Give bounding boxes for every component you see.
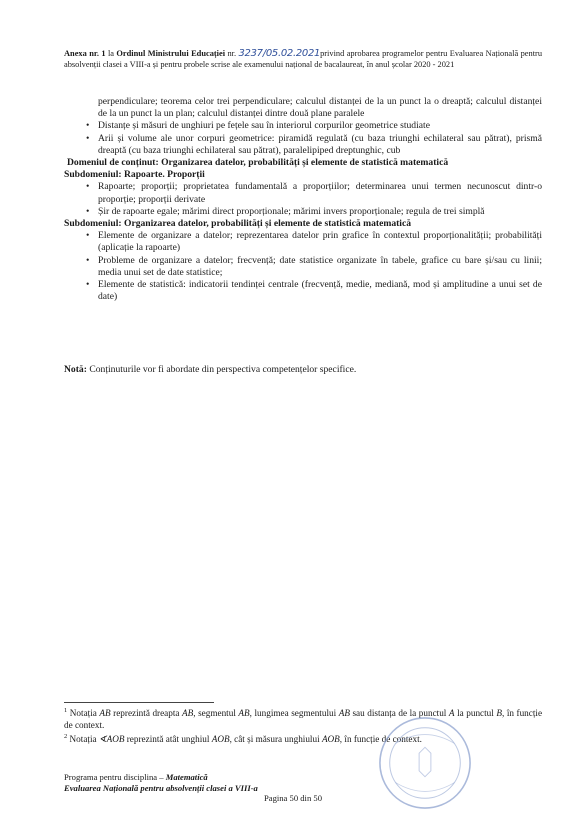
annex-number: Anexa nr. 1 xyxy=(64,49,106,58)
footnote-text: sau distanța de la punctul xyxy=(352,708,447,719)
math-symbol: AOB xyxy=(321,734,340,745)
bullet-icon: • xyxy=(86,254,90,266)
bullet-icon: • xyxy=(86,181,90,193)
statistics-list xyxy=(64,230,542,303)
footnote-divider xyxy=(64,702,214,703)
handwritten-order-number: 3237/05.02.2021 xyxy=(238,48,321,59)
footnote-text: , lungimea segmentului xyxy=(249,708,337,719)
domain-heading: Domeniul de conținut: Organizarea datelor, probabilități și elemente de statistică matematică xyxy=(67,157,449,169)
page-number: Pagina 50 din 50 xyxy=(263,793,322,804)
list-item-text: Arii și volume ale unor corpuri geometrice: piramidă regulată (cu baza triunghi echilateral sau pătrat), prismă dreaptă (cu baza triunghi echilateral sau pătrat), paralelipiped dreptunghic, cub xyxy=(98,132,542,156)
header-description: privind aprobarea programelor pentru Evaluarea Națională pentru absolvenții clasei a VIII-a și pentru probele scrise ale examenului național de bacalaureat, în anul școlar 2020 - 2021 xyxy=(64,49,543,70)
footnote-text: la punctul xyxy=(457,708,494,719)
footnote-text: Notația xyxy=(69,708,97,719)
footer-exam-title: Evaluarea Națională pentru absolvenții clasei a VIII-a xyxy=(64,782,258,793)
bullet-icon: • xyxy=(86,132,90,144)
footnote-text: reprezintă atât unghiul xyxy=(126,734,210,745)
geometry-list xyxy=(64,120,542,157)
list-item xyxy=(64,206,542,218)
footnote-text: Notația xyxy=(69,734,97,745)
list-item xyxy=(64,230,542,254)
ratios-list xyxy=(64,181,542,218)
footer-line-2 xyxy=(64,783,522,794)
math-symbol: AB xyxy=(338,708,350,719)
document-header xyxy=(64,48,542,71)
list-item xyxy=(64,181,542,205)
continuation-text: perpendiculare; teorema celor trei perpendiculare; calculul distanței de la un punct la o dreaptă; calculul distanței de la un punct la un plan; calculul distanței dintre două plane paralele xyxy=(98,96,542,120)
math-symbol: ∢AOB xyxy=(98,734,125,745)
page-footer xyxy=(64,772,522,804)
note-text: Conținuturile vor fi abordate din perspectiva competențelor specifice. xyxy=(89,364,357,375)
list-item xyxy=(64,120,542,132)
list-item-text: Probleme de organizare a datelor; frecvență; date statistice organizate în tabele, grafice cu bare și/sau cu linii; media unui set de date statistice; xyxy=(98,254,542,278)
list-item-text: Elemente de organizare a datelor; reprezentarea datelor prin grafice în contextul proporționalității; probabilități (aplicație la rapoarte) xyxy=(98,230,542,254)
footer-subject: Matematică xyxy=(165,772,208,782)
document-body xyxy=(64,96,542,303)
math-symbol: A xyxy=(448,708,455,719)
bullet-icon: • xyxy=(86,230,90,242)
order-nr-label: nr. xyxy=(227,49,237,58)
footnote-text: , segmentul xyxy=(193,708,236,719)
subdomain-heading-statistics: Subdomeniul: Organizarea datelor, probabilități și elemente de statistică matematică xyxy=(64,218,412,230)
list-item xyxy=(64,279,542,303)
list-item xyxy=(64,133,542,157)
bullet-icon: • xyxy=(86,205,90,217)
bullet-icon: • xyxy=(86,279,90,291)
list-item-text: Distanțe și măsuri de unghiuri pe fețele sau în interiorul corpurilor geometrice studiate xyxy=(98,120,430,132)
footer-text: Programa pentru disciplina – xyxy=(64,772,164,782)
note-label: Notă: xyxy=(64,364,87,375)
footnote-text: , în funcție de context. xyxy=(339,734,422,745)
order-title: Ordinul Ministrului Educației xyxy=(116,49,226,58)
note xyxy=(64,364,356,375)
list-item-text: Rapoarte; proporții; proprietatea fundamentală a proporțiilor; determinarea unui termen necunoscut dintr-o proporție; proporții derivate xyxy=(98,181,542,205)
math-symbol: AB xyxy=(99,708,111,719)
list-item-text: Șir de rapoarte egale; mărimi direct proporționale; mărimi invers proporționale; regula de trei simplă xyxy=(98,205,485,217)
header-la: la xyxy=(107,49,114,58)
subdomain-heading-ratios: Subdomeniul: Rapoarte. Proporții xyxy=(64,169,205,181)
math-symbol: AB xyxy=(182,708,194,719)
bullet-icon: • xyxy=(86,120,90,132)
footnote-text: reprezintă dreapta xyxy=(113,708,180,719)
footnote-text: , în funcție de context. xyxy=(64,708,543,730)
math-symbol: AOB xyxy=(211,734,230,745)
footnote-text: , cât și măsura unghiului xyxy=(229,734,320,745)
footnote-number: 2 xyxy=(64,733,68,741)
math-symbol: AB xyxy=(238,708,250,719)
footnote-number: 1 xyxy=(64,707,68,714)
math-symbol: B xyxy=(496,708,502,719)
list-item xyxy=(64,255,542,279)
footer-line-1 xyxy=(64,772,522,783)
list-item-text: Elemente de statistică: indicatorii tendinței centrale (frecvență, medie, mediană, mod și amplitudine a unui set de date) xyxy=(98,279,542,303)
